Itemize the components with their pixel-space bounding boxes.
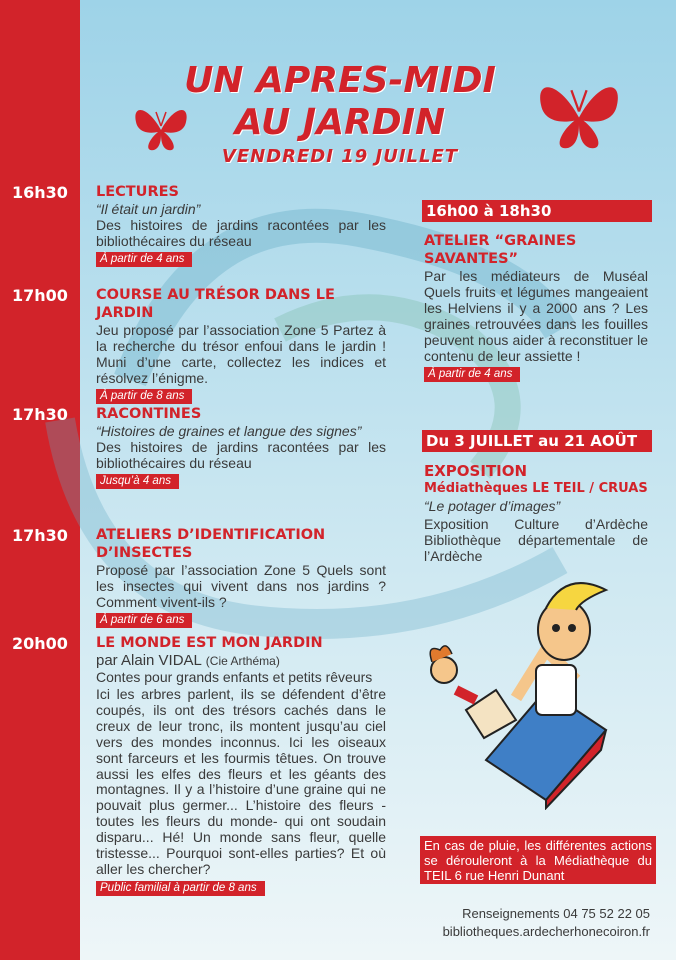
event-body: Proposé par l’association Zone 5 Quels sont les insectes qui vivent dans nos jardins ? Comment vivent-ils ? [96,562,386,610]
reading-kids-illustration [396,580,648,810]
event-time: 20h00 [12,634,68,653]
atelier-body: Par les médiateurs de Muséal Quels fruits et légumes mangeaient les Helviens il y a 2000 ans ? Les graines retrouvées dans les fouilles peuvent nous aider à reconstituer le contenu de leur assiette ! [424,268,648,364]
age-tag: Jusqu’à 4 ans [96,474,179,489]
exposition-body: Exposition Culture d’Ardèche Bibliothèque départementale de l’Ardèche [424,516,648,564]
title-line-2: AU JARDIN [234,102,446,143]
title-date: VENDREDI 19 JUILLET [221,146,459,167]
contact-website[interactable]: bibliotheques.ardecherhonecoiron.fr [442,924,650,939]
age-tag: À partir de 4 ans [424,367,520,382]
age-tag: À partir de 8 ans [96,389,192,404]
event-body: Ici les arbres parlent, ils se défendent d’être coupés, ils ont des trésors cachés dans le creux de leur tronc, ils montent jusqu’au ciel vers des mondes inconnus. Ici les oiseaux sont farceurs et les fourmis têtues. On trouve aussi les elfes des fleurs et les géants des montagnes. Il y a l’histoire d’une graine qui ne pouvait plus germer... L’histoire des fleurs -toutes les fleurs du monde- qui ont soudain disparu... Hé! Un monde sans fleur, quelle tristesse... Pourquoi sont-elles parties? Et où aller les chercher? [96,686,386,877]
atelier-block [424,232,648,382]
event-time: 17h00 [12,286,68,305]
event-lectures [96,183,386,267]
age-tag: À partir de 6 ans [96,613,192,628]
exposition-title: EXPOSITION [424,462,528,480]
event-time: 16h30 [12,183,68,202]
title-line-1: UN APRES-MIDI [184,60,496,101]
event-lead: Contes pour grands enfants et petits rêveurs [96,669,373,685]
event-author: par Alain VIDAL [96,652,202,669]
event-subtitle: “Il était un jardin” [96,201,201,217]
event-title: COURSE AU TRÉSOR DANS LE JARDIN [96,287,335,321]
atelier-title: ATELIER “GRAINES SAVANTES” [424,233,577,267]
event-title: LECTURES [96,184,179,200]
contact-phone: Renseignements 04 75 52 22 05 [462,906,650,921]
event-racontines [96,405,386,489]
event-body: Des histoires de jardins racontées par les bibliothécaires du réseau [96,439,386,471]
event-monde-jardin [96,634,386,896]
event-insectes [96,526,386,628]
event-company: (Cie Arthéma) [205,654,280,668]
event-title: LE MONDE EST MON JARDIN [96,635,323,651]
event-time: 17h30 [12,526,68,545]
exposition-subtitle: “Le potager d’images” [424,498,561,514]
event-subtitle: “Histoires de graines et langue des signes” [96,423,362,439]
event-body: Des histoires de jardins racontées par les bibliothécaires du réseau [96,217,386,249]
event-body: Jeu proposé par l’association Zone 5 Partez à la recherche du trésor enfoui dans le jardin ! Muni d’une carte, collectez les indices et résolvez l’énigme. [96,322,386,386]
age-tag: À partir de 4 ans [96,252,192,267]
atelier-time-bar: 16h00 à 18h30 [422,200,652,222]
age-tag: Public familial à partir de 8 ans [96,881,265,896]
event-title: RACONTINES [96,406,202,422]
event-time: 17h30 [12,405,68,424]
exposition-date-bar: Du 3 JUILLET au 21 AOÛT [422,430,652,452]
event-title: ATELIERS D’IDENTIFICATION D’INSECTES [96,527,326,561]
exposition-venue: Médiathèques LE TEIL / CRUAS [424,481,648,496]
butterfly-right-icon [528,66,630,160]
exposition-block [424,462,648,564]
rain-notice: En cas de pluie, les différentes actions se dérouleront à la Médiathèque du TEIL 6 rue Henri Dunant [420,836,656,884]
event-course-tresor [96,286,386,404]
